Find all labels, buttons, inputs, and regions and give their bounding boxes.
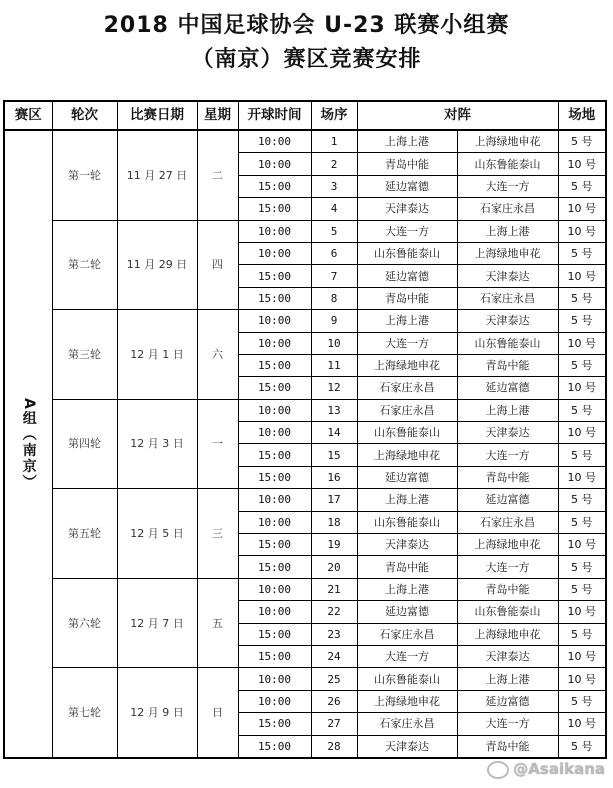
away-team-cell: 天津泰达 (457, 422, 558, 444)
venue-cell: 10 号 (558, 422, 606, 444)
home-team-cell: 上海上港 (357, 310, 457, 332)
date-cell: 12 月 3 日 (117, 399, 197, 489)
kickoff-time-cell: 15:00 (238, 713, 311, 735)
home-team-cell: 石家庄永昌 (357, 623, 457, 645)
weekday-cell: 六 (197, 310, 238, 400)
away-team-cell: 上海上港 (457, 668, 558, 690)
venue-cell: 5 号 (558, 556, 606, 578)
header-time: 开球时间 (238, 101, 311, 130)
home-team-cell: 延边富德 (357, 265, 457, 287)
venue-cell: 5 号 (558, 690, 606, 712)
table-row (4, 220, 606, 242)
away-team-cell: 山东鲁能泰山 (457, 153, 558, 175)
match-no-cell: 19 (311, 534, 357, 556)
venue-cell: 10 号 (558, 377, 606, 399)
home-team-cell: 天津泰达 (357, 735, 457, 758)
table-row (4, 489, 606, 511)
away-team-cell: 延边富德 (457, 690, 558, 712)
venue-cell: 5 号 (558, 444, 606, 466)
kickoff-time-cell: 10:00 (238, 153, 311, 175)
away-team-cell: 天津泰达 (457, 310, 558, 332)
date-cell: 11 月 27 日 (117, 130, 197, 220)
away-team-cell: 天津泰达 (457, 265, 558, 287)
away-team-cell: 石家庄永昌 (457, 287, 558, 309)
kickoff-time-cell: 10:00 (238, 310, 311, 332)
venue-cell: 10 号 (558, 668, 606, 690)
home-team-cell: 大连一方 (357, 332, 457, 354)
weekday-cell: 三 (197, 489, 238, 579)
date-cell: 12 月 5 日 (117, 489, 197, 579)
round-cell: 第二轮 (52, 220, 117, 310)
header-zone: 赛区 (4, 101, 52, 130)
venue-cell: 10 号 (558, 645, 606, 667)
away-team-cell: 大连一方 (457, 713, 558, 735)
home-team-cell: 上海上港 (357, 130, 457, 153)
kickoff-time-cell: 15:00 (238, 377, 311, 399)
title-line-2: （南京）赛区竞赛安排 (191, 47, 422, 72)
home-team-cell: 大连一方 (357, 220, 457, 242)
kickoff-time-cell: 15:00 (238, 466, 311, 488)
kickoff-time-cell: 15:00 (238, 556, 311, 578)
watermark-text: @Asaikana (513, 760, 605, 778)
weekday-cell: 日 (197, 668, 238, 758)
date-cell: 12 月 1 日 (117, 310, 197, 400)
home-team-cell: 山东鲁能泰山 (357, 242, 457, 264)
schedule-table (3, 100, 607, 759)
venue-cell: 5 号 (558, 489, 606, 511)
match-no-cell: 1 (311, 130, 357, 153)
match-no-cell: 20 (311, 556, 357, 578)
kickoff-time-cell: 10:00 (238, 690, 311, 712)
away-team-cell: 延边富德 (457, 377, 558, 399)
venue-cell: 5 号 (558, 735, 606, 758)
home-team-cell: 上海绿地申花 (357, 444, 457, 466)
table-row (4, 668, 606, 690)
away-team-cell: 上海绿地申花 (457, 534, 558, 556)
kickoff-time-cell: 15:00 (238, 444, 311, 466)
away-team-cell: 青岛中能 (457, 354, 558, 376)
away-team-cell: 上海上港 (457, 399, 558, 421)
venue-cell: 5 号 (558, 354, 606, 376)
away-team-cell: 石家庄永昌 (457, 511, 558, 533)
venue-cell: 10 号 (558, 265, 606, 287)
kickoff-time-cell: 10:00 (238, 130, 311, 153)
match-no-cell: 16 (311, 466, 357, 488)
home-team-cell: 石家庄永昌 (357, 377, 457, 399)
match-no-cell: 7 (311, 265, 357, 287)
home-team-cell: 大连一方 (357, 645, 457, 667)
home-team-cell: 上海绿地申花 (357, 690, 457, 712)
away-team-cell: 天津泰达 (457, 645, 558, 667)
round-cell: 第一轮 (52, 130, 117, 220)
venue-cell: 5 号 (558, 511, 606, 533)
away-team-cell: 上海绿地申花 (457, 130, 558, 153)
venue-cell: 5 号 (558, 130, 606, 153)
home-team-cell: 上海上港 (357, 578, 457, 600)
match-no-cell: 3 (311, 175, 357, 197)
home-team-cell: 青岛中能 (357, 556, 457, 578)
weibo-icon (487, 761, 509, 779)
match-no-cell: 2 (311, 153, 357, 175)
match-no-cell: 6 (311, 242, 357, 264)
match-no-cell: 12 (311, 377, 357, 399)
home-team-cell: 青岛中能 (357, 153, 457, 175)
match-no-cell: 27 (311, 713, 357, 735)
home-team-cell: 延边富德 (357, 601, 457, 623)
kickoff-time-cell: 10:00 (238, 601, 311, 623)
match-no-cell: 26 (311, 690, 357, 712)
table-row (4, 578, 606, 600)
home-team-cell: 上海上港 (357, 489, 457, 511)
match-no-cell: 22 (311, 601, 357, 623)
kickoff-time-cell: 10:00 (238, 242, 311, 264)
away-team-cell: 上海上港 (457, 220, 558, 242)
venue-cell: 5 号 (558, 175, 606, 197)
round-cell: 第四轮 (52, 399, 117, 489)
match-no-cell: 17 (311, 489, 357, 511)
zone-cell: A组（南京） (4, 130, 52, 758)
header-matchup: 对阵 (357, 101, 558, 130)
weekday-cell: 五 (197, 578, 238, 668)
match-no-cell: 10 (311, 332, 357, 354)
watermark (487, 760, 605, 779)
match-no-cell: 9 (311, 310, 357, 332)
away-team-cell: 青岛中能 (457, 466, 558, 488)
home-team-cell: 石家庄永昌 (357, 713, 457, 735)
kickoff-time-cell: 10:00 (238, 332, 311, 354)
header-weekday: 星期 (197, 101, 238, 130)
kickoff-time-cell: 15:00 (238, 534, 311, 556)
home-team-cell: 山东鲁能泰山 (357, 668, 457, 690)
match-no-cell: 5 (311, 220, 357, 242)
match-no-cell: 25 (311, 668, 357, 690)
table-row (4, 399, 606, 421)
kickoff-time-cell: 15:00 (238, 265, 311, 287)
kickoff-time-cell: 10:00 (238, 422, 311, 444)
home-team-cell: 延边富德 (357, 466, 457, 488)
match-no-cell: 23 (311, 623, 357, 645)
venue-cell: 5 号 (558, 310, 606, 332)
venue-cell: 10 号 (558, 153, 606, 175)
header-row (4, 101, 606, 130)
kickoff-time-cell: 15:00 (238, 354, 311, 376)
venue-cell: 10 号 (558, 198, 606, 220)
venue-cell: 5 号 (558, 287, 606, 309)
match-no-cell: 15 (311, 444, 357, 466)
home-team-cell: 石家庄永昌 (357, 399, 457, 421)
venue-cell: 10 号 (558, 601, 606, 623)
away-team-cell: 山东鲁能泰山 (457, 601, 558, 623)
kickoff-time-cell: 10:00 (238, 399, 311, 421)
round-cell: 第七轮 (52, 668, 117, 758)
kickoff-time-cell: 15:00 (238, 287, 311, 309)
away-team-cell: 山东鲁能泰山 (457, 332, 558, 354)
away-team-cell: 青岛中能 (457, 735, 558, 758)
away-team-cell: 上海绿地申花 (457, 242, 558, 264)
match-no-cell: 14 (311, 422, 357, 444)
weekday-cell: 四 (197, 220, 238, 310)
venue-cell: 5 号 (558, 399, 606, 421)
kickoff-time-cell: 15:00 (238, 175, 311, 197)
kickoff-time-cell: 10:00 (238, 668, 311, 690)
venue-cell: 10 号 (558, 713, 606, 735)
venue-cell: 10 号 (558, 534, 606, 556)
header-date: 比赛日期 (117, 101, 197, 130)
round-cell: 第五轮 (52, 489, 117, 579)
match-no-cell: 8 (311, 287, 357, 309)
kickoff-time-cell: 15:00 (238, 735, 311, 758)
away-team-cell: 大连一方 (457, 175, 558, 197)
match-no-cell: 13 (311, 399, 357, 421)
away-team-cell: 大连一方 (457, 556, 558, 578)
round-cell: 第三轮 (52, 310, 117, 400)
header-venue: 场地 (558, 101, 606, 130)
kickoff-time-cell: 15:00 (238, 645, 311, 667)
venue-cell: 10 号 (558, 220, 606, 242)
header-match-no: 场序 (311, 101, 357, 130)
round-cell: 第六轮 (52, 578, 117, 668)
date-cell: 12 月 7 日 (117, 578, 197, 668)
match-no-cell: 4 (311, 198, 357, 220)
date-cell: 11 月 29 日 (117, 220, 197, 310)
match-no-cell: 28 (311, 735, 357, 758)
venue-cell: 10 号 (558, 332, 606, 354)
home-team-cell: 上海绿地申花 (357, 354, 457, 376)
venue-cell: 5 号 (558, 242, 606, 264)
kickoff-time-cell: 10:00 (238, 220, 311, 242)
venue-cell: 5 号 (558, 578, 606, 600)
away-team-cell: 青岛中能 (457, 578, 558, 600)
home-team-cell: 延边富德 (357, 175, 457, 197)
away-team-cell: 石家庄永昌 (457, 198, 558, 220)
kickoff-time-cell: 10:00 (238, 578, 311, 600)
header-round: 轮次 (52, 101, 117, 130)
table-row (4, 310, 606, 332)
away-team-cell: 大连一方 (457, 444, 558, 466)
match-no-cell: 24 (311, 645, 357, 667)
home-team-cell: 山东鲁能泰山 (357, 422, 457, 444)
venue-cell: 5 号 (558, 623, 606, 645)
home-team-cell: 青岛中能 (357, 287, 457, 309)
weekday-cell: 二 (197, 130, 238, 220)
home-team-cell: 天津泰达 (357, 198, 457, 220)
schedule-body (4, 130, 606, 758)
date-cell: 12 月 9 日 (117, 668, 197, 758)
weekday-cell: 一 (197, 399, 238, 489)
home-team-cell: 天津泰达 (357, 534, 457, 556)
title-line-1: 2018 中国足球协会 U-23 联赛小组赛 (103, 13, 510, 38)
table-row (4, 130, 606, 153)
match-no-cell: 11 (311, 354, 357, 376)
venue-cell: 10 号 (558, 466, 606, 488)
match-no-cell: 21 (311, 578, 357, 600)
kickoff-time-cell: 10:00 (238, 489, 311, 511)
kickoff-time-cell: 15:00 (238, 623, 311, 645)
match-no-cell: 18 (311, 511, 357, 533)
kickoff-time-cell: 10:00 (238, 511, 311, 533)
home-team-cell: 山东鲁能泰山 (357, 511, 457, 533)
away-team-cell: 延边富德 (457, 489, 558, 511)
kickoff-time-cell: 15:00 (238, 198, 311, 220)
away-team-cell: 上海绿地申花 (457, 623, 558, 645)
